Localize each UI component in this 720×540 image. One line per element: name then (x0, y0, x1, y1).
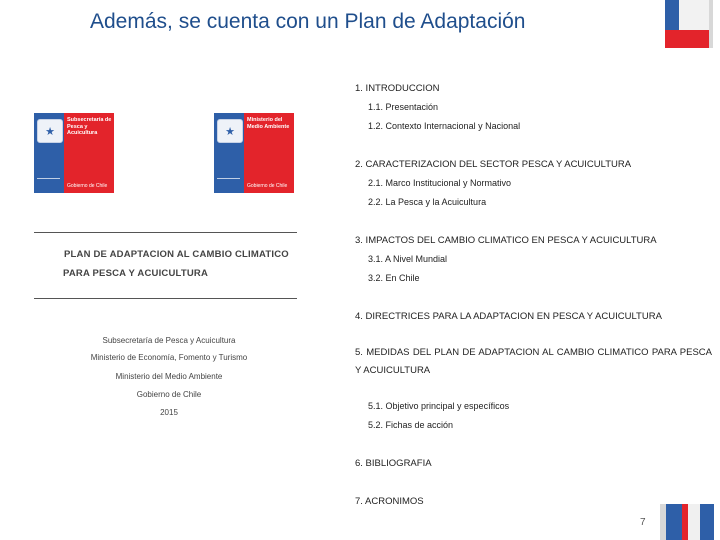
chile-flag-decoration-bottom (660, 504, 715, 540)
toc-item: 5. MEDIDAS DEL PLAN DE ADAPTACION AL CAMBIO CLIMATICO PARA PESCA Y ACUICULTURA (355, 347, 712, 376)
toc-item: 4. DIRECTRICES PARA LA ADAPTACION EN PESCA Y ACUICULTURA (355, 311, 662, 322)
toc-subitem: 5.2. Fichas de acción (368, 420, 454, 430)
cover-divider-top (34, 232, 297, 233)
logo-right-government: Gobierno de Chile (247, 183, 288, 189)
cover-divider-bottom (34, 298, 297, 299)
cover-org-line: Subsecretaría de Pesca y Acuicultura (102, 336, 236, 345)
toc-subitem: 2.1. Marco Institucional y Normativo (368, 178, 512, 188)
cover-org-line: Ministerio de Economía, Fomento y Turismo (90, 353, 248, 362)
toc-item: 6. BIBLIOGRAFIA (355, 458, 432, 469)
toc-subitem: 3.2. En Chile (368, 273, 420, 283)
toc-item: 3. IMPACTOS DEL CAMBIO CLIMATICO EN PESCA Y ACUICULTURA (355, 235, 657, 246)
logo-right-institution: Ministerio del Medio Ambiente (247, 117, 290, 130)
cover-title-line-2: PARA PESCA Y ACUICULTURA (63, 268, 209, 279)
logo-left-institution: Subsecretaría de Pesca y Acuicultura (67, 117, 112, 136)
page-number: 7 (640, 517, 646, 528)
slide-title: Además, se cuenta con un Plan de Adaptación (90, 10, 526, 33)
toc-subitem: 5.1. Objetivo principal y específicos (368, 401, 510, 411)
cover-org-line: Gobierno de Chile (136, 390, 202, 399)
toc-subitem: 3.1. A Nivel Mundial (368, 254, 448, 264)
toc-subitem: 1.1. Presentación (368, 102, 439, 112)
chile-crest-icon: ★ (37, 119, 63, 143)
mma-logo (214, 113, 294, 193)
toc-item: 7. ACRONIMOS (355, 496, 424, 507)
cover-org-line: Ministerio del Medio Ambiente (115, 372, 223, 381)
toc-subitem: 1.2. Contexto Internacional y Nacional (368, 121, 521, 131)
toc-item: 2. CARACTERIZACION DEL SECTOR PESCA Y ACUICULTURA (355, 159, 632, 170)
logo-left-government: Gobierno de Chile (67, 183, 108, 189)
subpesca-logo (34, 113, 114, 193)
toc-item: 1. INTRODUCCION (355, 83, 440, 94)
chile-flag-decoration-top (665, 0, 713, 48)
chile-crest-icon: ★ (217, 119, 243, 143)
cover-year: 2015 (160, 408, 178, 417)
toc-subitem: 2.2. La Pesca y la Acuicultura (368, 197, 487, 207)
cover-title-line-1: PLAN DE ADAPTACION AL CAMBIO CLIMATICO (64, 249, 289, 260)
